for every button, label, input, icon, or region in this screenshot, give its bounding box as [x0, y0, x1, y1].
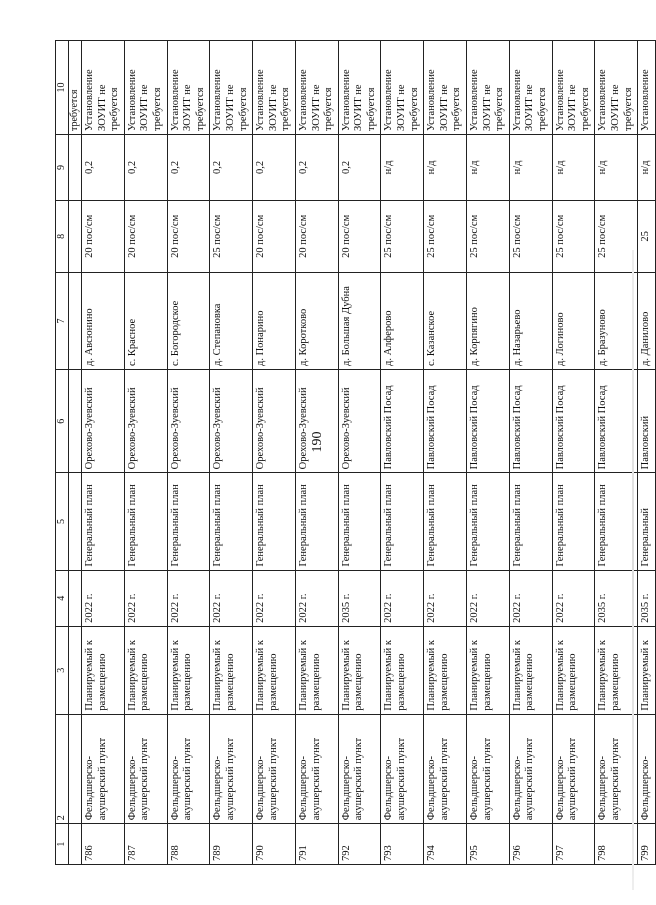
cell-year: 2022 г. [509, 570, 552, 626]
cell-zone: Установление ЗОУИТ не требуется [124, 41, 167, 135]
cell-place: д. Степановка [210, 272, 253, 369]
cell-district: Орехово-Зуевский [338, 370, 381, 473]
cell-place: д. Корпягино [467, 272, 510, 369]
cell-area: 0,2 [210, 135, 253, 201]
table-row [167, 41, 210, 865]
col-header: 2 [56, 714, 69, 824]
cell-year: 2022 г. [82, 570, 125, 626]
cell-name: Фельдшерско-акушерский пункт [253, 714, 296, 824]
cell-capacity: 25 [638, 200, 656, 272]
cell-place: д. Логиново [552, 272, 595, 369]
cell-doc: Генеральный план [381, 473, 424, 570]
cell-zone: Установление ЗОУИТ не требуется [595, 41, 638, 135]
cell-place: д. Алферово [381, 272, 424, 369]
rotated-table-container [55, 40, 652, 865]
cell-place: д. Авсюнино [82, 272, 125, 369]
cell-doc: Генеральный план [595, 473, 638, 570]
cell-zone: Установление ЗОУИТ не требуется [82, 41, 125, 135]
cell-capacity: 25 пос/см [595, 200, 638, 272]
cell-area: 0,2 [167, 135, 210, 201]
cell-area: 0,2 [338, 135, 381, 201]
cell-n: 798 [595, 824, 638, 865]
cell-year: 2022 г. [167, 570, 210, 626]
cell-doc: Генеральный план [509, 473, 552, 570]
cell-status: Планируемый к размещению [167, 626, 210, 714]
cell-zone: Установление ЗОУИТ не требуется [467, 41, 510, 135]
cell-capacity: 25 пос/см [381, 200, 424, 272]
cell-doc: Генеральный план [552, 473, 595, 570]
cell-district: Орехово-Зуевский [253, 370, 296, 473]
cell-doc: Генеральный план [253, 473, 296, 570]
cell-area: н/д [424, 135, 467, 201]
cell-status: Планируемый к размещению [467, 626, 510, 714]
cell-n: 795 [467, 824, 510, 865]
cell-n: 786 [82, 824, 125, 865]
cell-doc: Генеральный план [424, 473, 467, 570]
cell-name: Фельдшерско-акушерский пункт [124, 714, 167, 824]
cell-area: н/д [467, 135, 510, 201]
table-row [424, 41, 467, 865]
cell-district: Павловский Посад [381, 370, 424, 473]
cell-name: Фельдшерско-акушерский пункт [381, 714, 424, 824]
cell-capacity: 20 пос/см [295, 200, 338, 272]
cell-area: 0,2 [295, 135, 338, 201]
cell-area: н/д [509, 135, 552, 201]
cell-year: 2035 г. [638, 570, 656, 626]
cell-capacity: 20 пос/см [253, 200, 296, 272]
table-row [381, 41, 424, 865]
cell-capacity: 25 пос/см [210, 200, 253, 272]
cell-year: 2022 г. [210, 570, 253, 626]
cell-status: Планируемый к размещению [338, 626, 381, 714]
cell-status: Планируемый к размещению [509, 626, 552, 714]
continuation-row [69, 41, 82, 865]
cell-doc: Генеральный план [210, 473, 253, 570]
cell-zone: Установление ЗОУИТ не требуется [210, 41, 253, 135]
table-row [638, 41, 656, 865]
cell-n: 792 [338, 824, 381, 865]
cell-name: Фельдшерско-акушерский пункт [210, 714, 253, 824]
cell-area: н/д [381, 135, 424, 201]
cell-doc: Генеральный план [124, 473, 167, 570]
cell-place: д. Понарино [253, 272, 296, 369]
cell-place: д. Назарьево [509, 272, 552, 369]
cell-area: 0,2 [124, 135, 167, 201]
cell-place: с. Казанское [424, 272, 467, 369]
cell-n: 787 [124, 824, 167, 865]
cell-status: Планируемый к размещению [295, 626, 338, 714]
cell-zone: Установление ЗОУИТ не требуется [167, 41, 210, 135]
cell-n: 791 [295, 824, 338, 865]
table-row [552, 41, 595, 865]
cell-district: Павловский Посад [595, 370, 638, 473]
cell-year: 2022 г. [424, 570, 467, 626]
cell-n: 790 [253, 824, 296, 865]
cell-status: Планируемый к размещению [253, 626, 296, 714]
continuation-text: требуется [69, 41, 82, 135]
cell-place: д. Даниловo [638, 272, 656, 369]
table-row [509, 41, 552, 865]
cell-n: 794 [424, 824, 467, 865]
cell-capacity: 25 пос/см [552, 200, 595, 272]
cell-district: Павловский Посад [424, 370, 467, 473]
cell-n: 799 [638, 824, 656, 865]
cell-year: 2022 г. [295, 570, 338, 626]
cell-zone: Установление ЗОУИТ не требуется [509, 41, 552, 135]
cell-capacity: 20 пос/см [124, 200, 167, 272]
cell-place: д. Бразуново [595, 272, 638, 369]
cell-name: Фельдшерско-акушерский пункт [595, 714, 638, 824]
cell-district: Орехово-Зуевский [124, 370, 167, 473]
cell-name: Фельдшерско-акушерский пункт [82, 714, 125, 824]
cell-place: с. Богородское [167, 272, 210, 369]
facilities-table [55, 40, 656, 865]
cell-zone: Установление ЗОУИТ не требуется [424, 41, 467, 135]
cell-status: Планируемый к размещению [124, 626, 167, 714]
cell-capacity: 25 пос/см [467, 200, 510, 272]
cell-n: 789 [210, 824, 253, 865]
table-row [338, 41, 381, 865]
cell-status: Планируемый к размещению [552, 626, 595, 714]
cell-district: Павловский [638, 370, 656, 473]
column-numbers-row [56, 41, 69, 865]
cell-capacity: 25 пос/см [424, 200, 467, 272]
col-header: 6 [56, 370, 69, 473]
cell-capacity: 25 пос/см [509, 200, 552, 272]
cell-name: Фельдшерско-акушерский пункт [338, 714, 381, 824]
col-header: 4 [56, 570, 69, 626]
page-number: 190 [310, 431, 325, 453]
cell-year: 2022 г. [124, 570, 167, 626]
col-header: 5 [56, 473, 69, 570]
cell-capacity: 20 пос/см [82, 200, 125, 272]
cell-name: Фельдшерско-акушерский пункт [424, 714, 467, 824]
col-header: 1 [56, 824, 69, 865]
cell-name: Фельдшерско-акушерский пункт [467, 714, 510, 824]
cell-area: 0,2 [253, 135, 296, 201]
table-row [124, 41, 167, 865]
cell-capacity: 20 пос/см [167, 200, 210, 272]
cell-district: Орехово-Зуевский [210, 370, 253, 473]
cell-year: 2022 г. [552, 570, 595, 626]
cell-zone: Установление ЗОУИТ не требуется [338, 41, 381, 135]
cell-year: 2035 г. [595, 570, 638, 626]
cell-zone: Установление ЗОУИТ не требуется [295, 41, 338, 135]
cell-doc: Генеральный план [295, 473, 338, 570]
table-row [210, 41, 253, 865]
cell-doc: Генеральный план [167, 473, 210, 570]
cell-place: с. Красное [124, 272, 167, 369]
cell-district: Орехово-Зуевский [295, 370, 338, 473]
cell-n: 796 [509, 824, 552, 865]
col-header: 10 [56, 41, 69, 135]
scan-edge-artifact [632, 250, 634, 890]
col-header: 3 [56, 626, 69, 714]
cell-place: д. Коротково [295, 272, 338, 369]
cell-area: 0,2 [82, 135, 125, 201]
cell-capacity: 20 пос/см [338, 200, 381, 272]
cell-place: д. Большая Дубна [338, 272, 381, 369]
cell-zone: Установление [638, 41, 656, 135]
cell-doc: Генеральный [638, 473, 656, 570]
cell-district: Павловский Посад [552, 370, 595, 473]
cell-year: 2022 г. [467, 570, 510, 626]
table-body [82, 41, 656, 865]
cell-status: Планируемый к размещению [381, 626, 424, 714]
cell-year: 2022 г. [381, 570, 424, 626]
cell-doc: Генеральный план [338, 473, 381, 570]
cell-status: Планируемый к размещению [82, 626, 125, 714]
cell-status: Планируемый к размещению [210, 626, 253, 714]
cell-district: Орехово-Зуевский [167, 370, 210, 473]
cell-name: Фельдшерско-акушерский пункт [295, 714, 338, 824]
cell-n: 797 [552, 824, 595, 865]
cell-area: н/д [595, 135, 638, 201]
cell-zone: Установление ЗОУИТ не требуется [381, 41, 424, 135]
cell-name: Фельдшерско-акушерский пункт [509, 714, 552, 824]
cell-status: Планируемый к размещению [595, 626, 638, 714]
cell-status: Планируемый к размещению [424, 626, 467, 714]
cell-year: 2022 г. [253, 570, 296, 626]
cell-district: Орехово-Зуевский [82, 370, 125, 473]
cell-zone: Установление ЗОУИТ не требуется [253, 41, 296, 135]
cell-year: 2035 г. [338, 570, 381, 626]
table-row [82, 41, 125, 865]
cell-n: 788 [167, 824, 210, 865]
table-row [295, 41, 338, 865]
cell-district: Павловский Посад [509, 370, 552, 473]
cell-status: Планируемый к [638, 626, 656, 714]
cell-doc: Генеральный план [467, 473, 510, 570]
table-row [253, 41, 296, 865]
cell-zone: Установление ЗОУИТ не требуется [552, 41, 595, 135]
cell-n: 793 [381, 824, 424, 865]
cell-doc: Генеральный план [82, 473, 125, 570]
cell-area: н/д [552, 135, 595, 201]
cell-name: Фельдшерско- [638, 714, 656, 824]
cell-area: н/д [638, 135, 656, 201]
col-header: 7 [56, 272, 69, 369]
col-header: 9 [56, 135, 69, 201]
col-header: 8 [56, 200, 69, 272]
cell-name: Фельдшерско-акушерский пункт [167, 714, 210, 824]
table-row [467, 41, 510, 865]
cell-district: Павловский Посад [467, 370, 510, 473]
cell-name: Фельдшерско-акушерский пункт [552, 714, 595, 824]
